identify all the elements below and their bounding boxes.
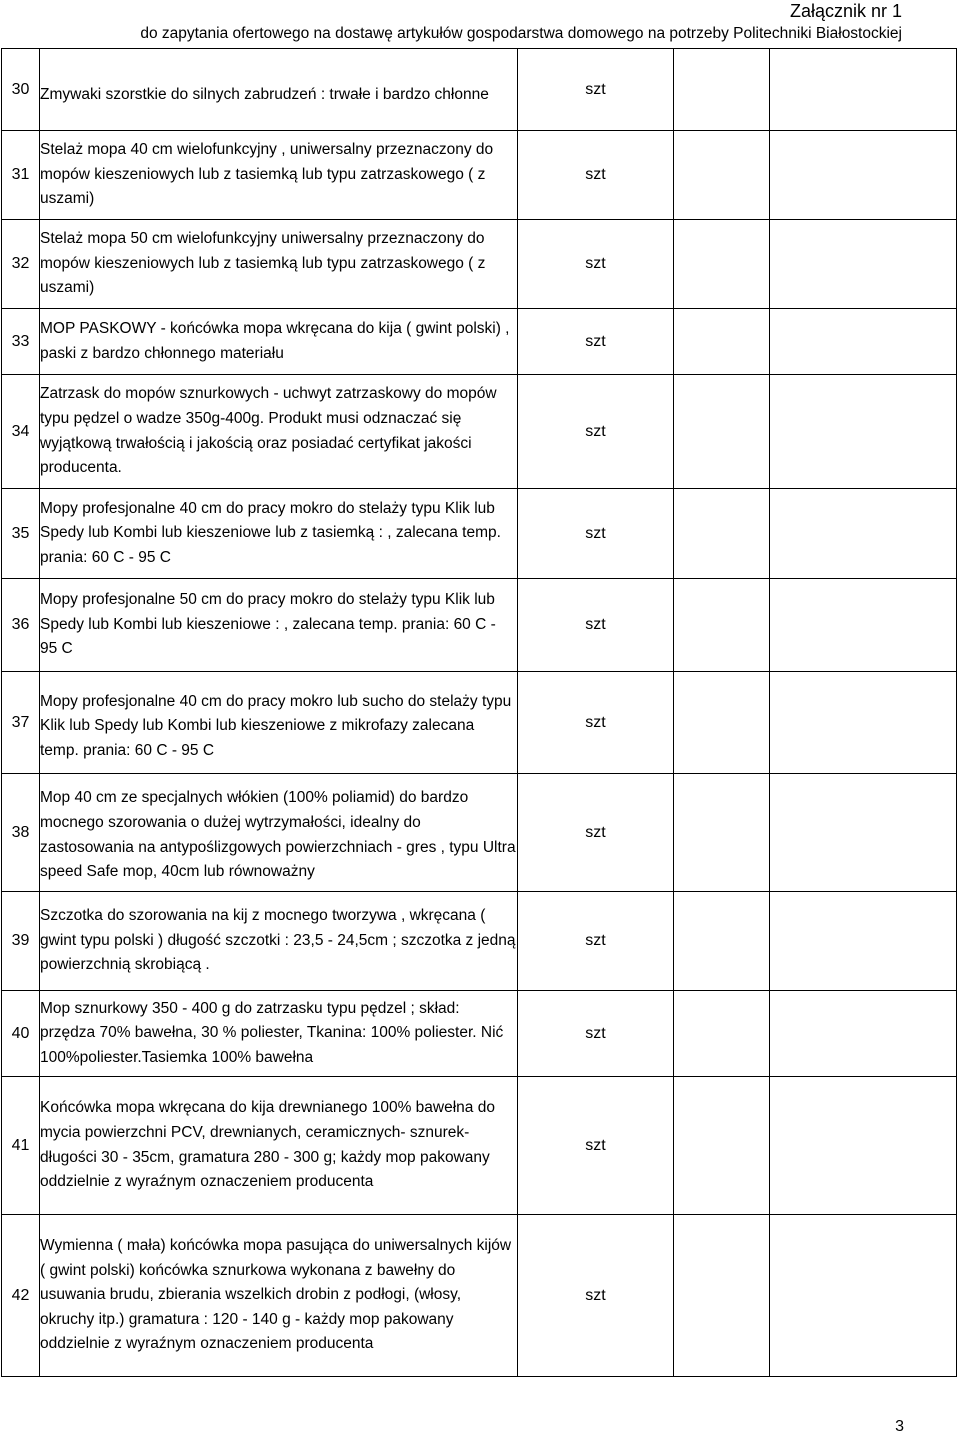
price-cell xyxy=(770,309,957,375)
price-cell xyxy=(770,1077,957,1215)
table-row xyxy=(2,489,957,579)
row-number: 31 xyxy=(2,131,40,220)
price-cell xyxy=(770,49,957,131)
price-cell xyxy=(770,489,957,579)
item-unit: szt xyxy=(518,49,674,131)
item-unit: szt xyxy=(518,375,674,489)
table-row xyxy=(2,131,957,220)
items-table xyxy=(1,48,957,1377)
row-number: 34 xyxy=(2,375,40,489)
quantity-cell xyxy=(674,489,770,579)
item-description: Wymienna ( mała) końcówka mopa pasująca do uniwersalnych kijów ( gwint polski) końcówka sznurkowa wykonana z bawełny do usuwania brudu, zbierania wszelkich drobin z podłogi, (włosy, okruchy itp.) gramatura : 120 - 140 g - każdy mop pakowany oddzielnie z wyraźnym oznaczeniem producenta xyxy=(40,1215,518,1377)
item-description: Stelaż mopa 40 cm wielofunkcyjny , uniwersalny przeznaczony do mopów kieszeniowych lub z tasiemką lub typu zatrzaskowego ( z uszami) xyxy=(40,131,518,220)
quantity-cell xyxy=(674,1077,770,1215)
table-row xyxy=(2,1077,957,1215)
table-row xyxy=(2,892,957,991)
price-cell xyxy=(770,991,957,1077)
table-row xyxy=(2,774,957,892)
row-number: 30 xyxy=(2,49,40,131)
quantity-cell xyxy=(674,892,770,991)
quantity-cell xyxy=(674,672,770,774)
row-number: 42 xyxy=(2,1215,40,1377)
item-description: Zmywaki szorstkie do silnych zabrudzeń : trwałe i bardzo chłonne xyxy=(40,49,518,131)
quantity-cell xyxy=(674,1215,770,1377)
item-unit: szt xyxy=(518,892,674,991)
row-number: 33 xyxy=(2,309,40,375)
price-cell xyxy=(770,892,957,991)
item-description: Zatrzask do mopów sznurkowych - uchwyt zatrzaskowy do mopów typu pędzel o wadze 350g-400g. Produkt musi odznaczać się wyjątkową trwałością i jakością oraz posiadać certyfikat jakości producenta. xyxy=(40,375,518,489)
document-subtitle: do zapytania ofertowego na dostawę artykułów gospodarstwa domowego na potrzeby Politechniki Białostockiej xyxy=(140,25,902,42)
row-number: 37 xyxy=(2,672,40,774)
item-description: Mop sznurkowy 350 - 400 g do zatrzasku typu pędzel ; skład: przędza 70% bawełna, 30 % poliester, Tkanina: 100% poliester. Nić 100%poliester.Tasiemka 100% bawełna xyxy=(40,991,518,1077)
item-description: Końcówka mopa wkręcana do kija drewnianego 100% bawełna do mycia powierzchni PCV, drewnianych, ceramicznych- sznurek- długości 30 - 35cm, gramatura 280 - 300 g; każdy mop pakowany oddzielnie z wyraźnym oznaczeniem producenta xyxy=(40,1077,518,1215)
row-number: 38 xyxy=(2,774,40,892)
table-row xyxy=(2,49,957,131)
price-cell xyxy=(770,375,957,489)
item-unit: szt xyxy=(518,220,674,309)
row-number: 40 xyxy=(2,991,40,1077)
quantity-cell xyxy=(674,375,770,489)
table-row xyxy=(2,1215,957,1377)
quantity-cell xyxy=(674,309,770,375)
table-row xyxy=(2,220,957,309)
item-unit: szt xyxy=(518,131,674,220)
table-row xyxy=(2,672,957,774)
page-header xyxy=(0,0,960,48)
row-number: 39 xyxy=(2,892,40,991)
item-unit: szt xyxy=(518,672,674,774)
price-cell xyxy=(770,1215,957,1377)
price-cell xyxy=(770,579,957,672)
item-unit: szt xyxy=(518,579,674,672)
table-row xyxy=(2,309,957,375)
item-description: Mopy profesjonalne 40 cm do pracy mokro do stelaży typu Klik lub Spedy lub Kombi lub kieszeniowe lub z tasiemką : , zalecana temp. prania: 60 C - 95 C xyxy=(40,489,518,579)
row-number: 41 xyxy=(2,1077,40,1215)
row-number: 32 xyxy=(2,220,40,309)
item-unit: szt xyxy=(518,309,674,375)
item-description: MOP PASKOWY - końcówka mopa wkręcana do kija ( gwint polski) , paski z bardzo chłonnego materiału xyxy=(40,309,518,375)
item-description: Mopy profesjonalne 40 cm do pracy mokro lub sucho do stelaży typu Klik lub Spedy lub Kombi lub kieszeniowe z mikrofazy zalecana temp. prania: 60 C - 95 C xyxy=(40,672,518,774)
price-cell xyxy=(770,774,957,892)
item-unit: szt xyxy=(518,991,674,1077)
price-cell xyxy=(770,131,957,220)
attachment-label: Załącznik nr 1 xyxy=(789,1,902,21)
quantity-cell xyxy=(674,131,770,220)
item-description: Stelaż mopa 50 cm wielofunkcyjny uniwersalny przeznaczony do mopów kieszeniowych lub z tasiemką lub typu zatrzaskowego ( z uszami) xyxy=(40,220,518,309)
row-number: 36 xyxy=(2,579,40,672)
table-row xyxy=(2,375,957,489)
item-unit: szt xyxy=(518,1077,674,1215)
quantity-cell xyxy=(674,220,770,309)
quantity-cell xyxy=(674,774,770,892)
price-cell xyxy=(770,220,957,309)
item-unit: szt xyxy=(518,489,674,579)
quantity-cell xyxy=(674,579,770,672)
quantity-cell xyxy=(674,991,770,1077)
table-row xyxy=(2,579,957,672)
page-number: 3 xyxy=(895,1418,904,1435)
item-unit: szt xyxy=(518,1215,674,1377)
table-row xyxy=(2,991,957,1077)
item-description: Mopy profesjonalne 50 cm do pracy mokro do stelaży typu Klik lub Spedy lub Kombi lub kieszeniowe : , zalecana temp. prania: 60 C - 95 C xyxy=(40,579,518,672)
quantity-cell xyxy=(674,49,770,131)
item-unit: szt xyxy=(518,774,674,892)
price-cell xyxy=(770,672,957,774)
item-description: Mop 40 cm ze specjalnych włókien (100% poliamid) do bardzo mocnego szorowania o dużej wytrzymałości, idealny do zastosowania na antypoślizgowych powierzchniach - gres , typu Ultra speed Safe mop, 40cm lub równoważny xyxy=(40,774,518,892)
item-description: Szczotka do szorowania na kij z mocnego tworzywa , wkręcana ( gwint typu polski ) długość szczotki : 23,5 - 24,5cm ; szczotka z jedną powierzchnią skrobiącą . xyxy=(40,892,518,991)
row-number: 35 xyxy=(2,489,40,579)
